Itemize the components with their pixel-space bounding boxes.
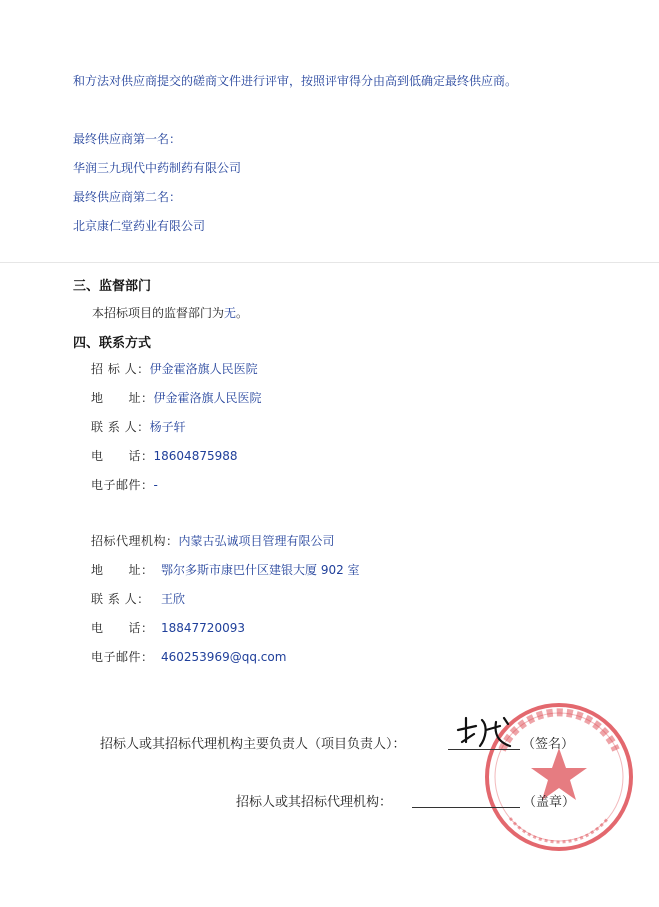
supervision-text [92,304,248,321]
tenderer-contact-label: 联 系 人： [91,420,150,434]
agency-email-row [91,648,286,666]
section-contact-heading: 四、联系方式 [73,336,152,351]
tenderer-email-value: - [153,478,158,492]
supplier-first-name: 华润三九现代中药制药有限公司 [73,161,242,175]
handwritten-signature [452,712,520,752]
tenderer-address-row [91,389,262,407]
agency-row [91,532,335,550]
tenderer-address-value: 伊金霍洛旗人民医院 [153,391,262,405]
supplier-first-label: 最终供应商第一名： [73,132,182,146]
agency-email-value: 460253969@qq.com [161,650,287,664]
tenderer-contact-row [91,418,186,436]
section-supervision-heading: 三、监督部门 [73,279,152,294]
tenderer-phone-row [91,447,238,465]
agency-email-label: 电子邮件： [91,650,154,664]
tenderer-label: 招 标 人： [91,362,150,376]
supplier-second-label: 最终供应商第二名： [73,190,182,204]
agency-address-row [91,561,360,579]
tenderer-value: 伊金霍洛旗人民医院 [149,362,258,376]
stamp-suffix: （盖章） [523,795,576,810]
supervision-text-prefix: 本招标项目的监督部门为 [92,306,225,320]
supplier-second-name: 北京康仁堂药业有限公司 [73,219,206,233]
tenderer-row [91,360,258,378]
stamp-org-label: 招标人或其招标代理机构： [236,795,393,810]
signature-suffix: （签名） [522,737,575,752]
agency-phone-value: 18847720093 [161,621,245,635]
tenderer-address-label: 地 址： [91,391,154,405]
agency-address-label: 地 址： [91,563,154,577]
supervision-value: 无 [224,306,237,320]
tenderer-contact-value: 杨子轩 [149,420,186,434]
tenderer-phone-value: 18604875988 [153,449,238,463]
tenderer-email-label: 电子邮件： [91,478,154,492]
evaluation-method-line: 和方法对供应商提交的磋商文件进行评审，按照评审得分由高到低确定最终供应商。 [73,74,518,88]
agency-contact-row [91,590,185,608]
agency-address-value: 鄂尔多斯市康巴什区建银大厦 902 室 [161,563,360,577]
page-break-divider [0,262,659,263]
signature-person-label: 招标人或其招标代理机构主要负责人（项目负责人）： [100,737,406,752]
agency-label: 招标代理机构： [91,534,179,548]
tenderer-phone-label: 电 话： [91,449,154,463]
agency-phone-label: 电 话： [91,621,154,635]
supervision-text-suffix: 。 [236,306,249,320]
tenderer-email-row [91,476,158,494]
agency-phone-row [91,619,245,637]
agency-contact-value: 王欣 [161,592,186,606]
agency-value: 内蒙古弘诚项目管理有限公司 [178,534,335,548]
agency-contact-label: 联 系 人： [91,592,150,606]
stamp-line [412,807,520,808]
